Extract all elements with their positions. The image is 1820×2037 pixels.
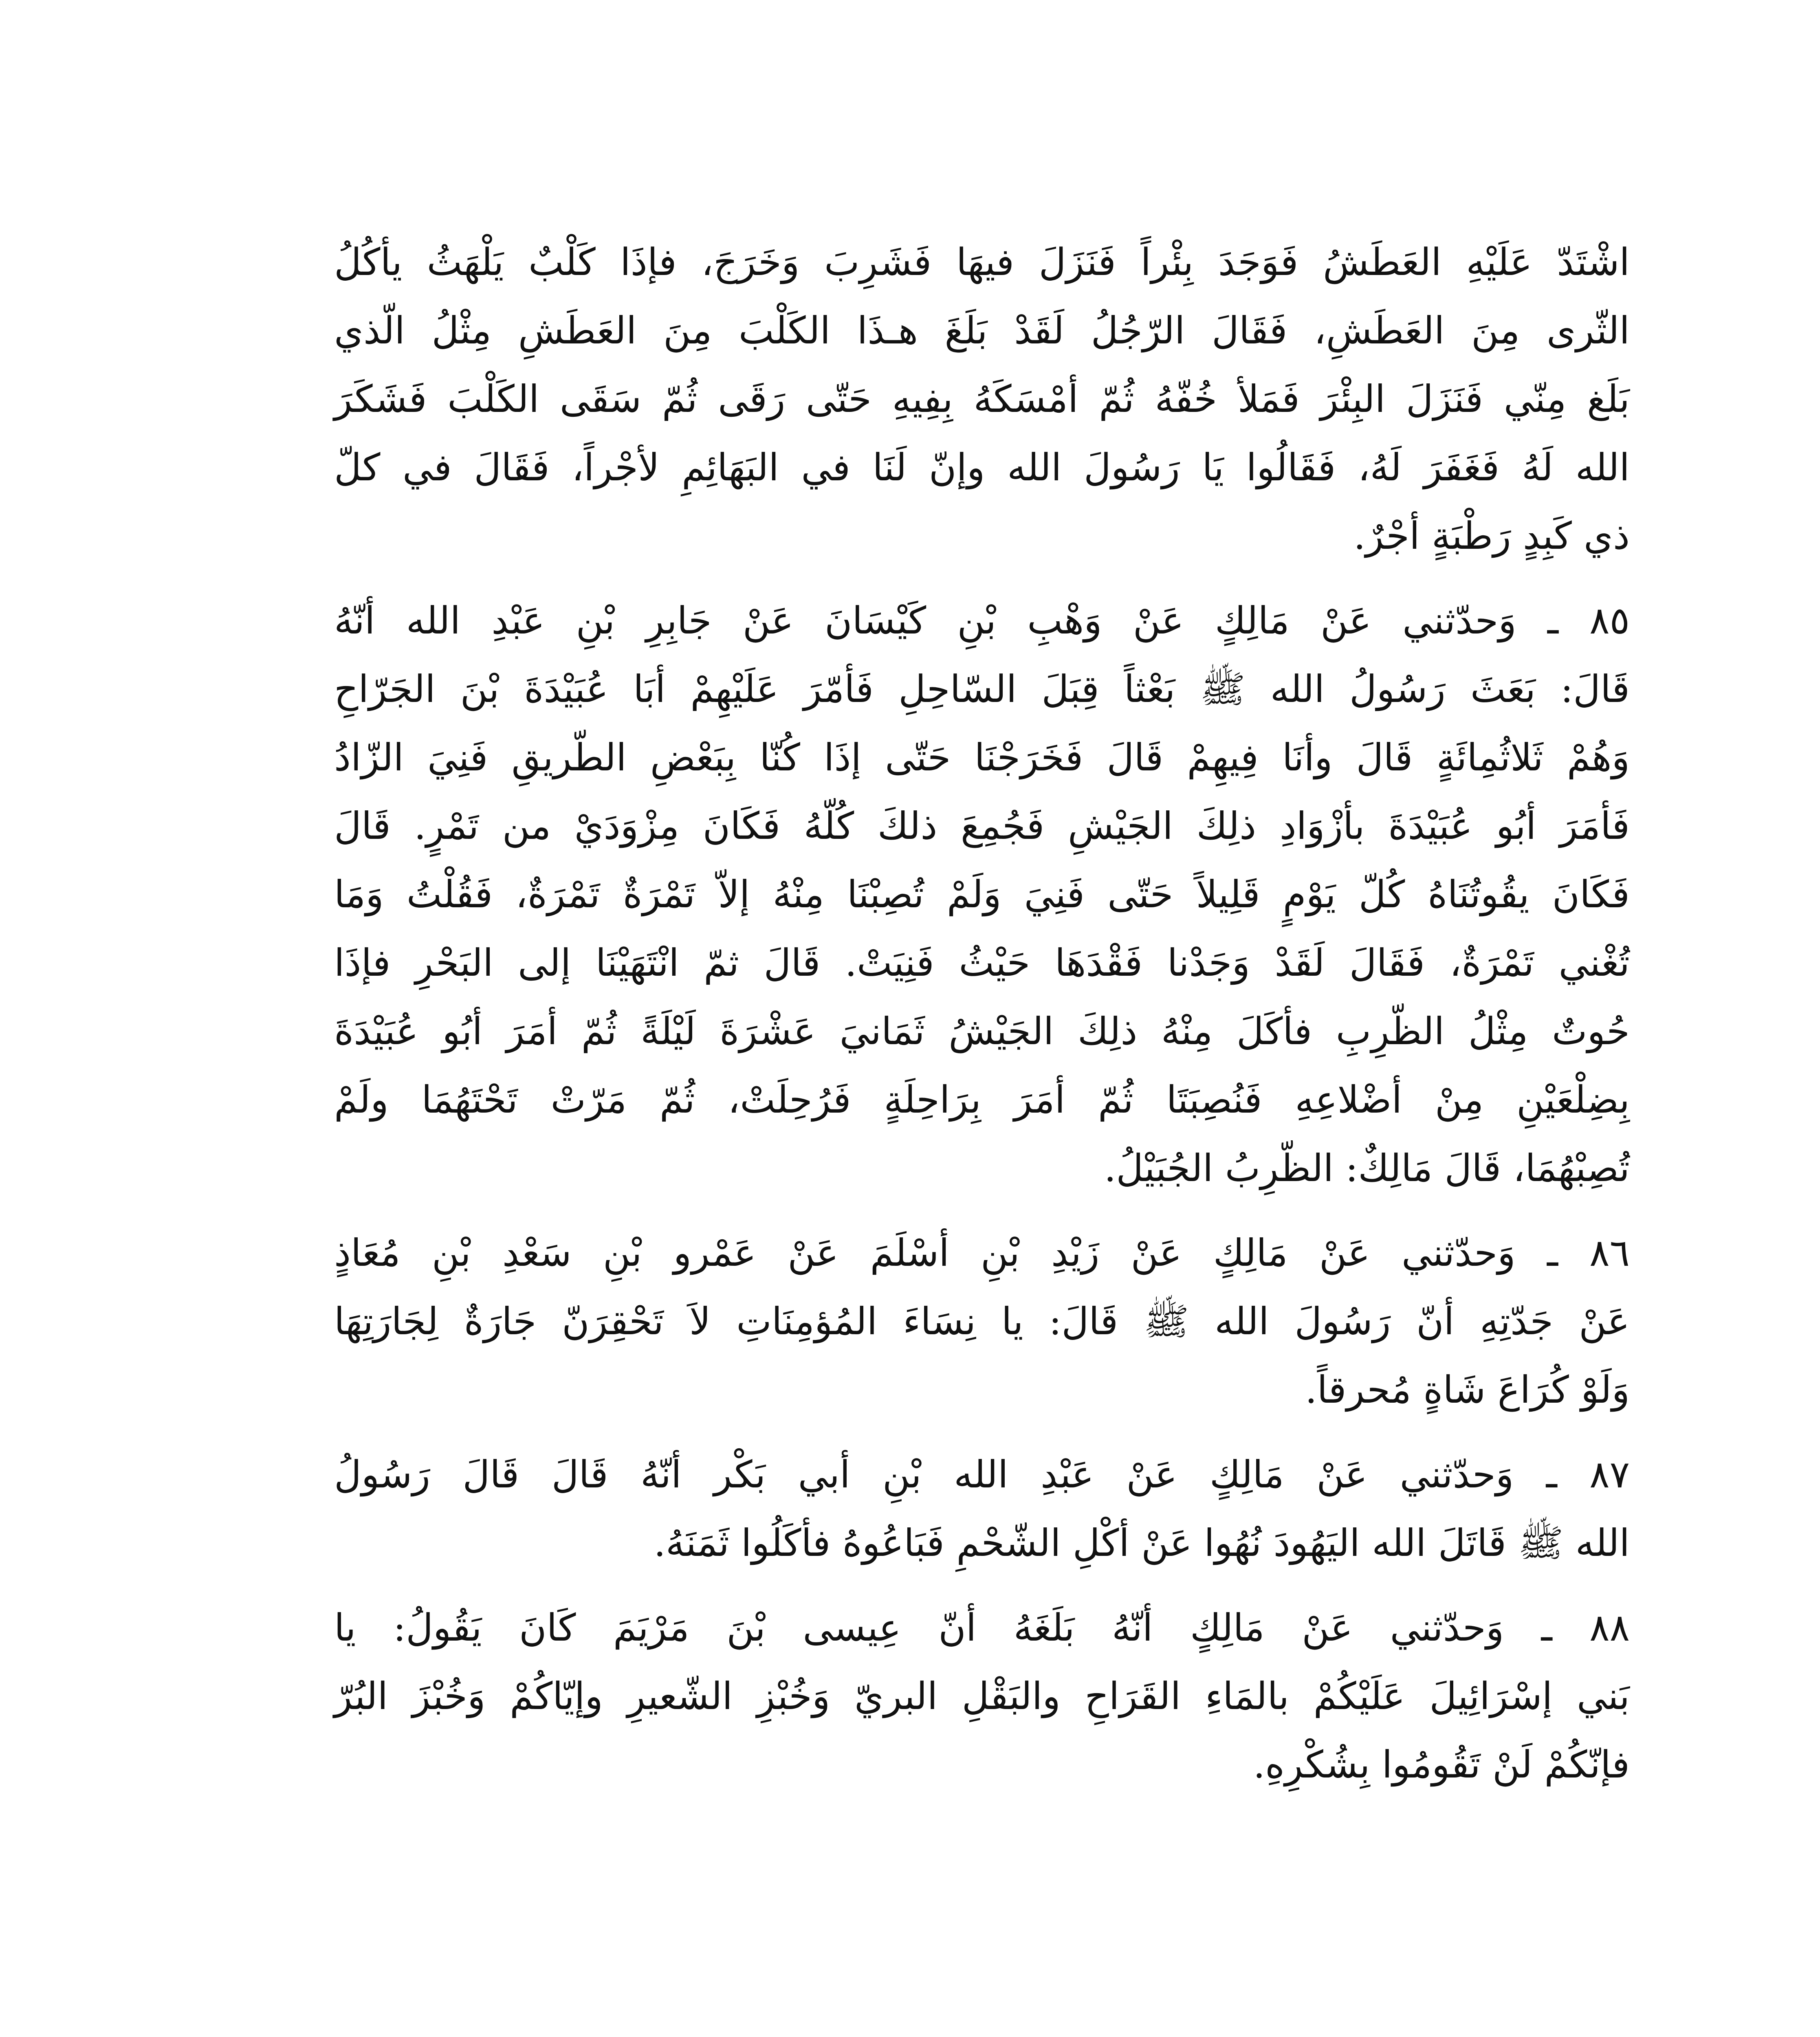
text-line: ٨٥ ـ وَحدّثني عَنْ مَالِكٍ عَنْ وَهْبِ بْنِ كَيْسَانَ عَنْ جَابِرِ بْنِ عَبْدِ الله أنّهُ <box>334 599 1630 642</box>
text-line: ٨٦ ـ وَحدّثني عَنْ مَالِكٍ عَنْ زَيْدِ بْنِ أسْلَمَ عَنْ عَمْرو بْنِ سَعْدِ بْنِ مُعَاذٍ <box>334 1231 1630 1275</box>
paragraph-87 <box>334 1441 1630 1577</box>
text-line: حُوتٌ مِثْلُ الظّرِبِ فأكَلَ مِنْهُ ذلِكَ الجَيْشُ ثَمَانيَ عَشْرَةَ لَيْلَةً ثُمّ أمَرَ أبُو عُبَيْدَةَ <box>334 1010 1630 1053</box>
text-line: الله لَهُ فَغَفَرَ لَهُ، فَقَالُوا يَا رَسُولَ الله وإنّ لَنَا في البَهَائِمِ لأجْراً، فَقَالَ في كلّ <box>334 446 1630 489</box>
paragraph-86 <box>334 1219 1630 1424</box>
text-line: بَني إسْرَائِيلَ عَلَيْكُمْ بالمَاءِ القَرَاحِ والبَقْلِ البريّ وَخُبْزِ الشّعيرِ وإيّاكُمْ وَخُبْزَ البُرّ <box>334 1674 1630 1718</box>
text-line: بِضِلْعَيْنِ مِنْ أضْلاعِهِ فَنُصِبَتَا ثُمّ أمَرَ بِرَاحِلَةٍ فَرُحِلَتْ، ثُمّ مَرّتْ تَحْتَهُمَا ولَمْ <box>334 1078 1630 1122</box>
text-line: فَكَانَ يقُوتُنَاهُ كُلّ يَوْمٍ قَلِيلاً حَتّى فَنِيَ وَلَمْ تُصِبْنَا مِنْهُ إلاّ تَمْرَةٌ تَمْرَةٌ، فَقُلْتُ وَمَا <box>334 873 1630 916</box>
text-line: الثّرى مِنَ العَطَشِ، فَقَالَ الرّجُلُ لَقَدْ بَلَغَ هـذَا الكَلْبَ مِنَ العَطَشِ مِثْلُ الّذي <box>334 309 1630 352</box>
text-line: فَأمَرَ أبُو عُبَيْدَةَ بأزْوَادِ ذلِكَ الجَيْشِ فَجُمِعَ ذلكَ كُلّهُ فَكَانَ مِزْوَدَيْ من تَمْرٍ. قَالَ <box>334 804 1630 848</box>
text-line: ٨٨ ـ وَحدّثني عَنْ مَالِكٍ أنّهُ بَلَغَهُ أنّ عِيسى بْنَ مَرْيَمَ كَانَ يَقُولُ: يا <box>334 1606 1630 1650</box>
text-line: عَنْ جَدّتِهِ أنّ رَسُولَ الله ﷺ قَالَ: يا نِسَاءَ المُؤمِنَاتِ لاَ تَحْقِرَنّ جَارَةٌ لِجَارَتِهَا <box>334 1300 1630 1343</box>
text-line: قَالَ: بَعَثَ رَسُولُ الله ﷺ بَعْثاً قِبَلَ السّاحِلِ فَأمّرَ عَلَيْهِمْ أبَا عُبَيْدَةَ بْنَ الجَرّاحِ <box>334 667 1630 711</box>
text-line: بَلَغ مِنّي فَنَزَلَ البِئْرَ فَمَلأ خُفّهُ ثُمّ أمْسَكَهُ بِفِيهِ حَتّى رَقَى ثُمّ سَقَى الكَلْبَ فَشَكَرَ <box>334 377 1630 421</box>
text-line: وَهُمْ ثَلاثُمِائَةٍ قَالَ وأنَا فِيهِمْ قَالَ فَخَرَجْنَا حَتّى إذَا كُنّا بِبَعْضِ الطّريقِ فَنِيَ الزّادُ <box>334 736 1630 779</box>
text-line: اشْتَدّ عَلَيْهِ العَطَشُ فَوَجَدَ بِئْراً فَنَزَلَ فيهَا فَشَرِبَ وَخَرَجَ، فإذَا كَلْبٌ يَلْهَثُ يأكُلُ <box>334 240 1630 284</box>
paragraph-85 <box>334 587 1630 1203</box>
text-line: وَلَوْ كُرَاعَ شَاةٍ مُحرقاً. <box>1305 1368 1630 1412</box>
text-line: تُصِبْهُمَا، قَالَ مَالِكٌ: الظّرِبُ الجُبَيْلُ. <box>1104 1146 1630 1190</box>
body-text <box>334 228 1630 1815</box>
text-line: فإنّكُمْ لَنْ تَقُومُوا بِشُكْرِهِ. <box>1253 1743 1630 1786</box>
paragraph-continuation <box>334 228 1630 570</box>
paragraph-88 <box>334 1594 1630 1799</box>
text-line: ذي كَبِدٍ رَطْبَةٍ أجْرٌ. <box>1353 514 1630 558</box>
text-line: تُغْني تَمْرَةٌ، فَقَالَ لَقَدْ وَجَدْنا فَقْدَهَا حَيْثُ فَنِيَتْ. قَالَ ثمّ انْتَهَيْنَا إلى البَحْرِ فإذَا <box>334 941 1630 985</box>
text-line: ٨٧ ـ وَحدّثني عَنْ مَالِكٍ عَنْ عَبْدِ الله بْنِ أبي بَكْر أنّهُ قَالَ قَالَ رَسُولُ <box>334 1453 1630 1496</box>
text-line: الله ﷺ قَاتَلَ الله اليَهُودَ نُهُوا عَنْ أكْلِ الشّحْمِ فَبَاعُوهُ فأكَلُوا ثَمَنَهُ. <box>654 1521 1630 1565</box>
